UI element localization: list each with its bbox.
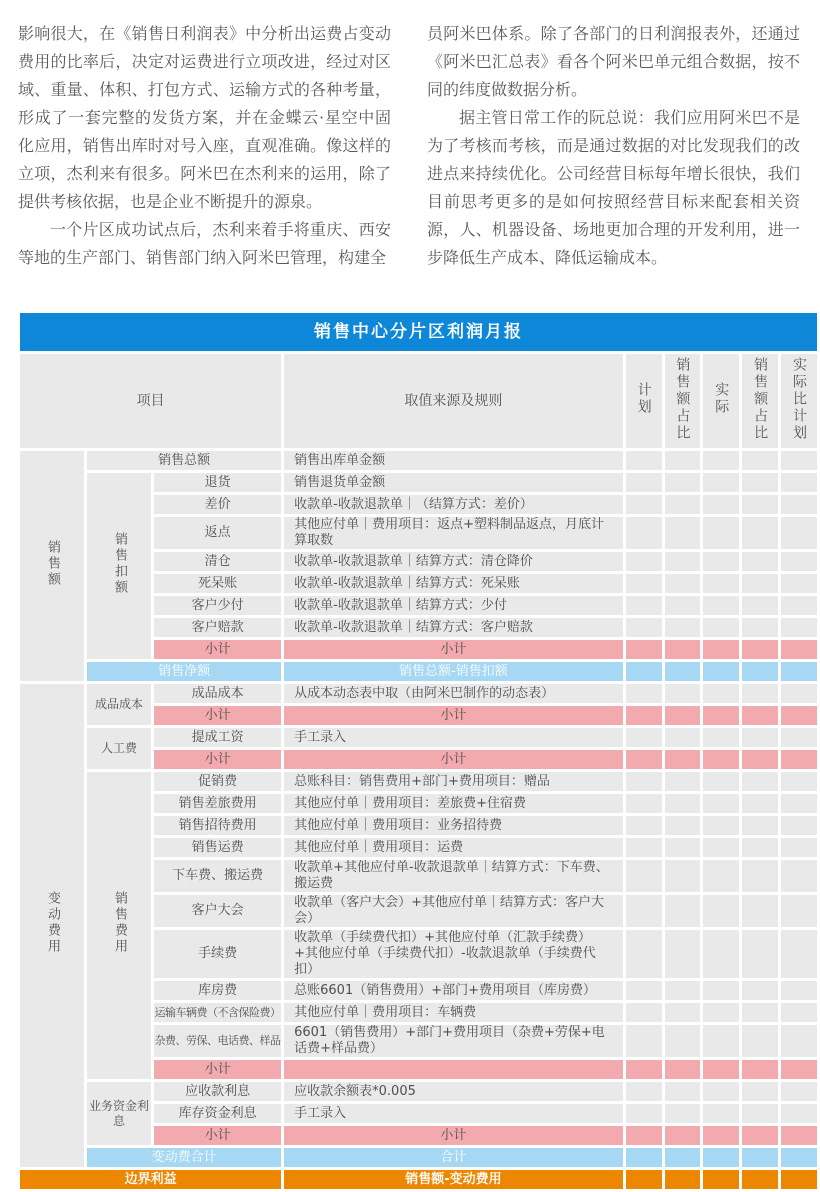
row-rule: 总账6601（销售费用）+部门+费用项目（库房费） — [284, 981, 623, 1000]
row-label: 变动费合计 — [87, 1148, 281, 1167]
article-right-column — [427, 20, 800, 272]
value-cell — [665, 930, 701, 978]
row-rule: 从成本动态表中取（由阿米巴制作的动态表） — [284, 684, 623, 703]
value-cell — [781, 451, 817, 470]
value-cell — [703, 981, 739, 1000]
value-cell — [665, 860, 701, 892]
value-cell — [665, 1082, 701, 1101]
value-cell — [742, 1003, 778, 1022]
value-cell — [626, 838, 662, 857]
value-cell — [665, 1126, 701, 1145]
row-label: 运输车辆费（不含保险费） — [154, 1003, 281, 1022]
value-cell — [665, 1060, 701, 1079]
row-label: 小计 — [154, 640, 281, 659]
value-cell — [703, 618, 739, 637]
value-cell — [781, 1170, 817, 1189]
value-cell — [665, 895, 701, 927]
row-rule: 手工录入 — [284, 1104, 623, 1123]
value-cell — [742, 772, 778, 791]
value-cell — [626, 552, 662, 571]
value-cell — [626, 728, 662, 747]
value-cell — [742, 574, 778, 593]
row-label: 销售运费 — [154, 838, 281, 857]
value-cell — [781, 640, 817, 659]
value-cell — [665, 1025, 701, 1057]
row-rule: 合计 — [284, 1148, 623, 1167]
table-row — [20, 1148, 817, 1167]
value-cell — [626, 1003, 662, 1022]
value-cell — [665, 517, 701, 549]
value-cell — [781, 662, 817, 681]
value-cell — [665, 451, 701, 470]
table-row — [20, 1170, 817, 1189]
value-cell — [781, 552, 817, 571]
row-label: 客户大会 — [154, 895, 281, 927]
row-label: 小计 — [154, 750, 281, 769]
article — [0, 0, 820, 272]
row-label: 销售总额 — [87, 451, 281, 470]
value-cell — [703, 684, 739, 703]
value-cell — [626, 816, 662, 835]
paragraph: 员阿米巴体系。除了各部门的日利润报表外，还通过《阿米巴汇总表》看各个阿米巴单元组合数据，按不同的纬度做数据分析。 — [427, 24, 800, 99]
value-cell — [742, 981, 778, 1000]
row-rule: 其他应付单｜费用项目：差旅费+住宿费 — [284, 794, 623, 813]
paragraph: 据主管日常工作的阮总说：我们应用阿米巴不是为了考核而考核，而是通过数据的对比发现我们的改进点来持续优化。公司经营目标每年增长很快，我们目前思考更多的是如何按照经营目标来配套相关资源，人、机器设备、场地更加合理的开发利用，进一步降低生产成本、降低运输成本。 — [427, 108, 800, 267]
value-cell — [626, 794, 662, 813]
value-cell — [665, 706, 701, 725]
row-rule: 总账科目：销售费用+部门+费用项目：赠品 — [284, 772, 623, 791]
value-cell — [742, 552, 778, 571]
value-cell — [626, 1148, 662, 1167]
row-label: 小计 — [154, 1126, 281, 1145]
value-cell — [665, 1003, 701, 1022]
value-cell — [626, 618, 662, 637]
value-cell — [626, 772, 662, 791]
value-cell — [665, 640, 701, 659]
value-cell — [781, 1126, 817, 1145]
value-cell — [665, 728, 701, 747]
row-label: 小计 — [154, 706, 281, 725]
value-cell — [742, 1148, 778, 1167]
value-cell — [781, 772, 817, 791]
value-cell — [626, 517, 662, 549]
value-cell — [665, 1170, 701, 1189]
row-rule: 其他应付单｜费用项目：业务招待费 — [284, 816, 623, 835]
row-rule: 销售额-变动费用 — [284, 1170, 623, 1189]
value-cell — [781, 473, 817, 492]
table-row — [20, 772, 817, 791]
value-cell — [703, 1126, 739, 1145]
value-cell — [703, 1104, 739, 1123]
value-cell — [781, 1025, 817, 1057]
group-label: 业务资金利息 — [87, 1082, 151, 1145]
group-label — [20, 451, 84, 681]
value-cell — [742, 684, 778, 703]
value-cell — [703, 816, 739, 835]
value-cell — [781, 1104, 817, 1123]
value-cell — [742, 473, 778, 492]
value-cell — [665, 772, 701, 791]
row-label: 销售差旅费用 — [154, 794, 281, 813]
col-header-source: 取值来源及规则 — [284, 354, 623, 448]
group-label-text: 销售额 — [45, 539, 60, 588]
value-cell — [626, 1170, 662, 1189]
col-header-sales-ratio-1 — [665, 354, 701, 448]
row-rule: 应收款余额表*0.005 — [284, 1082, 623, 1101]
value-cell — [781, 1082, 817, 1101]
value-cell — [665, 662, 701, 681]
value-cell — [626, 981, 662, 1000]
value-cell — [626, 495, 662, 514]
value-cell — [781, 838, 817, 857]
value-cell — [626, 1060, 662, 1079]
value-cell — [742, 1104, 778, 1123]
paragraph: 一个片区成功试点后，杰利来着手将重庆、西安等地的生产部门、销售部门纳入阿米巴管理，构建全 — [18, 220, 391, 267]
row-label: 库存资金利息 — [154, 1104, 281, 1123]
value-cell — [742, 517, 778, 549]
row-rule: 其他应付单｜费用项目：返点+塑料制品返点，月底计算取数 — [284, 517, 623, 549]
value-cell — [781, 495, 817, 514]
paragraph: 影响很大，在《销售日利润表》中分析出运费占变动费用的比率后，决定对运费进行立项改进，经过对区域、重量、体积、打包方式、运输方式的各种考量，形成了一套完整的发货方案，并在金蝶云·星空中固化应用，销售出库时对号入座，直观准确。像这样的立项，杰利来有很多。阿米巴在杰利来的运用，除了提供考核依据，也是企业不断提升的源泉。 — [18, 24, 391, 211]
value-cell — [742, 794, 778, 813]
value-cell — [742, 495, 778, 514]
row-label: 促销费 — [154, 772, 281, 791]
row-label: 差价 — [154, 495, 281, 514]
profit-report-table — [17, 310, 820, 1192]
value-cell — [703, 930, 739, 978]
value-cell — [665, 1104, 701, 1123]
value-cell — [703, 574, 739, 593]
value-cell — [626, 1104, 662, 1123]
value-cell — [742, 1126, 778, 1145]
value-cell — [742, 1082, 778, 1101]
row-label: 应收款利息 — [154, 1082, 281, 1101]
row-label: 客户赔款 — [154, 618, 281, 637]
value-cell — [665, 552, 701, 571]
col-header-actual-label: 实际 — [713, 382, 730, 416]
value-cell — [742, 662, 778, 681]
value-cell — [703, 596, 739, 615]
report-title: 销售中心分片区利润月报 — [20, 313, 817, 351]
row-rule: 手工录入 — [284, 728, 623, 747]
row-rule: 小计 — [284, 706, 623, 725]
value-cell — [742, 706, 778, 725]
row-label: 成品成本 — [154, 684, 281, 703]
row-label: 退货 — [154, 473, 281, 492]
row-rule: 收款单-收款退款单｜（结算方式：差价） — [284, 495, 623, 514]
row-rule: 收款单-收款退款单｜结算方式：死呆账 — [284, 574, 623, 593]
value-cell — [703, 706, 739, 725]
value-cell — [781, 750, 817, 769]
value-cell — [781, 574, 817, 593]
value-cell — [703, 640, 739, 659]
value-cell — [626, 574, 662, 593]
group-label: 成品成本 — [87, 684, 151, 725]
row-rule: 6601（销售费用）+部门+费用项目（杂费+劳保+电话费+样品费） — [284, 1025, 623, 1057]
value-cell — [742, 596, 778, 615]
value-cell — [665, 574, 701, 593]
header-row — [20, 354, 817, 448]
value-cell — [781, 816, 817, 835]
row-label: 手续费 — [154, 930, 281, 978]
value-cell — [742, 816, 778, 835]
value-cell — [703, 1170, 739, 1189]
value-cell — [626, 473, 662, 492]
value-cell — [665, 495, 701, 514]
value-cell — [703, 1060, 739, 1079]
row-rule: 小计 — [284, 750, 623, 769]
row-rule: 收款单-收款退款单｜结算方式：少付 — [284, 596, 623, 615]
value-cell — [703, 1148, 739, 1167]
value-cell — [703, 473, 739, 492]
row-rule: 小计 — [284, 1126, 623, 1145]
value-cell — [742, 1170, 778, 1189]
value-cell — [781, 517, 817, 549]
value-cell — [742, 618, 778, 637]
value-cell — [742, 930, 778, 978]
value-cell — [781, 706, 817, 725]
group-label — [20, 684, 84, 1167]
table-row — [20, 728, 817, 747]
value-cell — [781, 1148, 817, 1167]
value-cell — [781, 596, 817, 615]
value-cell — [703, 662, 739, 681]
value-cell — [781, 1060, 817, 1079]
value-cell — [742, 1025, 778, 1057]
row-label: 死呆账 — [154, 574, 281, 593]
value-cell — [626, 1126, 662, 1145]
row-label: 销售招待费用 — [154, 816, 281, 835]
group-label-text: 销售扣额 — [112, 531, 127, 596]
col-header-item: 项目 — [20, 354, 281, 448]
col-header-actual — [703, 354, 739, 448]
col-header-sales-ratio-2 — [742, 354, 778, 448]
value-cell — [742, 640, 778, 659]
row-label: 返点 — [154, 517, 281, 549]
row-rule: 收款单（客户大会）+其他应付单｜结算方式：客户大会） — [284, 895, 623, 927]
value-cell — [781, 930, 817, 978]
row-rule: 其他应付单｜费用项目：运费 — [284, 838, 623, 857]
article-left-column — [18, 20, 391, 272]
value-cell — [703, 1082, 739, 1101]
value-cell — [626, 750, 662, 769]
value-cell — [626, 1082, 662, 1101]
value-cell — [742, 1060, 778, 1079]
col-header-actual-vs-plan-label: 实际比计划 — [791, 356, 808, 442]
title-row — [20, 313, 817, 351]
row-label: 清仓 — [154, 552, 281, 571]
value-cell — [742, 728, 778, 747]
row-rule: 销售总额-销售扣额 — [284, 662, 623, 681]
value-cell — [703, 772, 739, 791]
value-cell — [703, 728, 739, 747]
group-label — [87, 772, 151, 1079]
table-row — [20, 451, 817, 470]
table-row — [20, 662, 817, 681]
row-rule: 销售退货单金额 — [284, 473, 623, 492]
table-row — [20, 684, 817, 703]
value-cell — [665, 981, 701, 1000]
group-label — [87, 473, 151, 659]
group-label-text: 销售费用 — [112, 891, 127, 955]
value-cell — [781, 684, 817, 703]
row-rule: 销售出库单金额 — [284, 451, 623, 470]
value-cell — [626, 684, 662, 703]
row-label: 客户少付 — [154, 596, 281, 615]
value-cell — [703, 451, 739, 470]
value-cell — [665, 794, 701, 813]
col-header-plan — [626, 354, 662, 448]
row-rule: 其他应付单｜费用项目：车辆费 — [284, 1003, 623, 1022]
table-row — [20, 473, 817, 492]
value-cell — [665, 684, 701, 703]
value-cell — [703, 517, 739, 549]
row-label: 杂费、劳保、电话费、样品 — [154, 1025, 281, 1057]
value-cell — [742, 451, 778, 470]
group-label-text: 变动费用 — [45, 891, 60, 955]
value-cell — [665, 473, 701, 492]
value-cell — [742, 750, 778, 769]
value-cell — [665, 596, 701, 615]
value-cell — [781, 794, 817, 813]
value-cell — [626, 451, 662, 470]
value-cell — [626, 662, 662, 681]
row-rule: 收款单（手续费代扣）+其他应付单（汇款手续费）+其他应付单（手续费代扣）-收款退款单（手续费代扣） — [284, 930, 623, 978]
report-table — [17, 310, 820, 1192]
value-cell — [781, 981, 817, 1000]
value-cell — [626, 640, 662, 659]
value-cell — [703, 1025, 739, 1057]
value-cell — [703, 794, 739, 813]
value-cell — [626, 596, 662, 615]
col-header-actual-vs-plan — [781, 354, 817, 448]
value-cell — [742, 838, 778, 857]
row-label: 小计 — [154, 1060, 281, 1079]
col-header-sales-ratio-2-label: 销售额占比 — [752, 356, 769, 442]
value-cell — [703, 552, 739, 571]
value-cell — [626, 930, 662, 978]
value-cell — [781, 618, 817, 637]
value-cell — [781, 728, 817, 747]
row-label: 提成工资 — [154, 728, 281, 747]
value-cell — [703, 895, 739, 927]
value-cell — [703, 860, 739, 892]
value-cell — [626, 1025, 662, 1057]
value-cell — [665, 1148, 701, 1167]
value-cell — [781, 860, 817, 892]
value-cell — [626, 706, 662, 725]
table-row — [20, 1082, 817, 1101]
value-cell — [781, 895, 817, 927]
value-cell — [665, 838, 701, 857]
row-label: 边界利益 — [20, 1170, 281, 1189]
value-cell — [703, 750, 739, 769]
row-rule — [284, 1060, 623, 1079]
value-cell — [742, 895, 778, 927]
col-header-sales-ratio-1-label: 销售额占比 — [674, 356, 691, 442]
value-cell — [626, 895, 662, 927]
value-cell — [626, 860, 662, 892]
group-label: 人工费 — [87, 728, 151, 769]
row-label: 下车费、搬运费 — [154, 860, 281, 892]
value-cell — [703, 1003, 739, 1022]
value-cell — [665, 750, 701, 769]
col-header-plan-label: 计划 — [635, 382, 652, 416]
value-cell — [781, 1003, 817, 1022]
value-cell — [742, 860, 778, 892]
value-cell — [665, 618, 701, 637]
row-rule: 小计 — [284, 640, 623, 659]
value-cell — [703, 838, 739, 857]
value-cell — [665, 816, 701, 835]
row-rule: 收款单+其他应付单-收款退款单｜结算方式：下车费、搬运费 — [284, 860, 623, 892]
row-label: 库房费 — [154, 981, 281, 1000]
row-rule: 收款单-收款退款单｜结算方式：客户赔款 — [284, 618, 623, 637]
row-label: 销售净额 — [87, 662, 281, 681]
row-rule: 收款单-收款退款单｜结算方式：清仓降价 — [284, 552, 623, 571]
value-cell — [703, 495, 739, 514]
